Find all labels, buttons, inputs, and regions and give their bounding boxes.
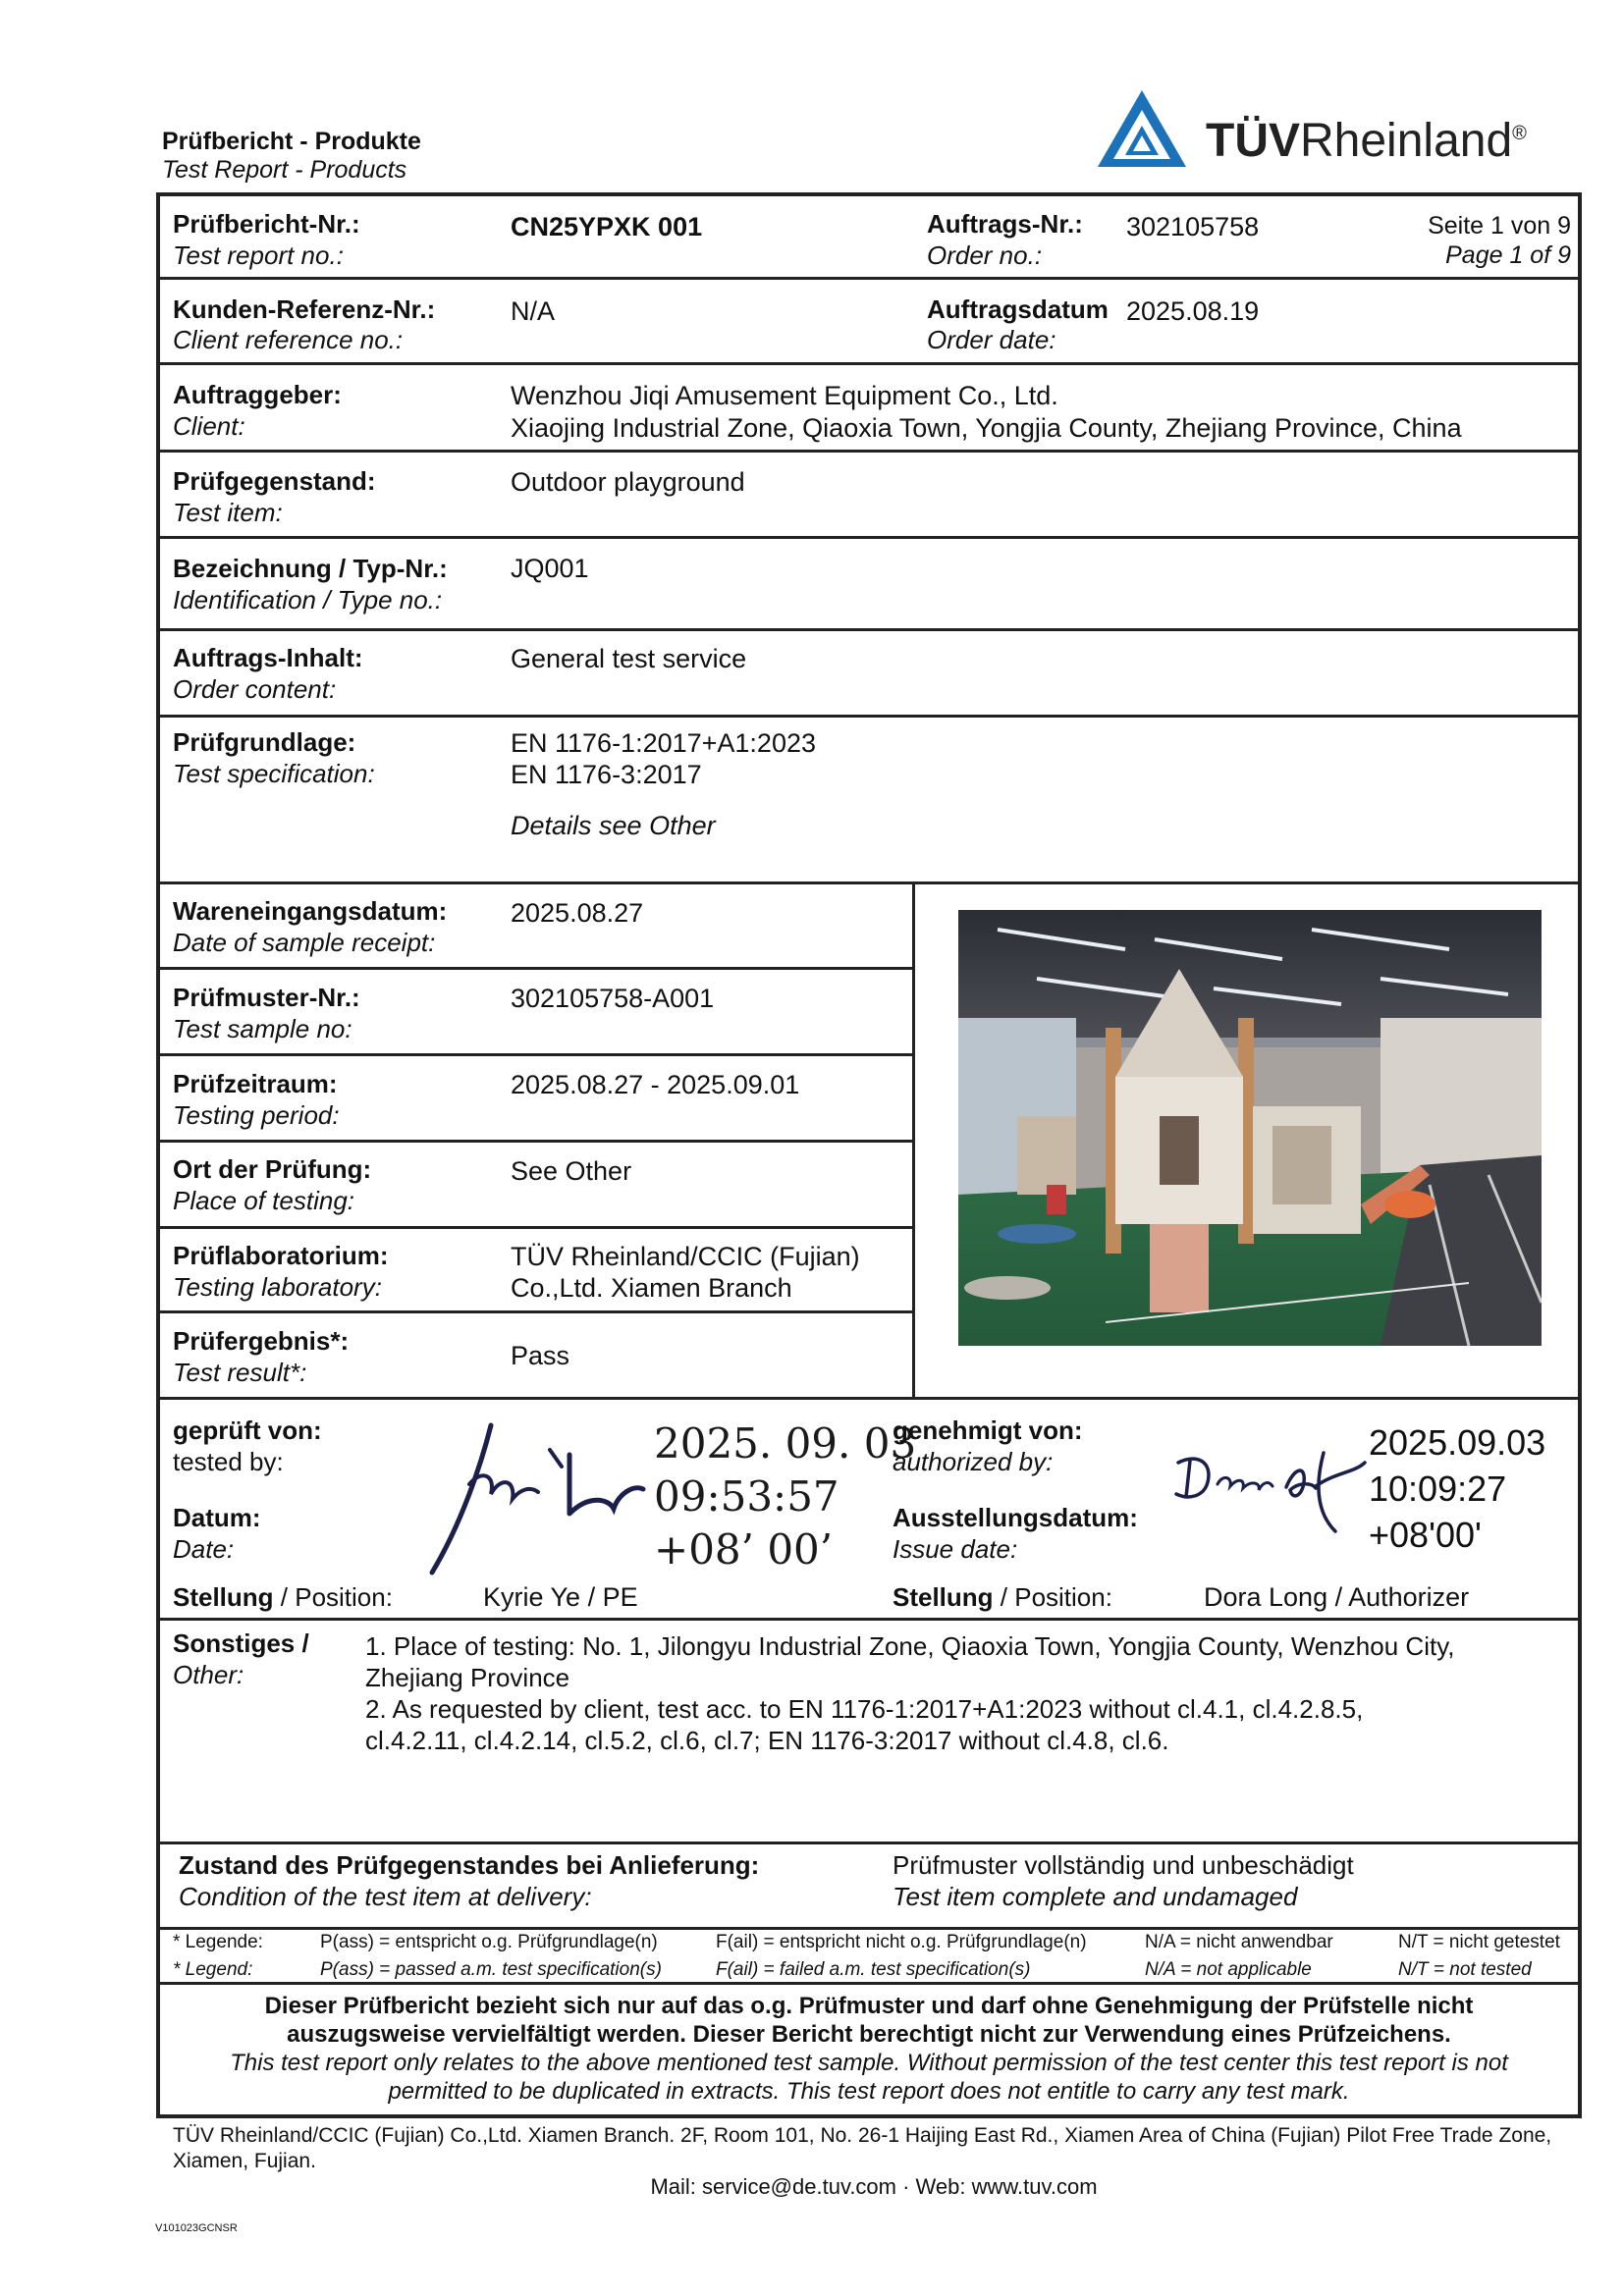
place-of-testing-label-en: Place of testing: — [173, 1186, 354, 1215]
authorizer-position-value: Dora Long / Authorizer — [1204, 1582, 1470, 1612]
identification-label-en: Identification / Type no.: — [173, 585, 443, 614]
divider — [158, 881, 1580, 884]
disclaimer-en-line2: permitted to be duplicated in extracts. This test report does not entitle to carry any test mark. — [388, 2078, 1350, 2105]
authorized-by-label-de: genehmigt von: — [893, 1415, 1083, 1445]
tested-by-label-de: geprüft von: — [173, 1415, 322, 1445]
test-item-label-de: Prüfgegenstand: — [173, 466, 376, 496]
authorizer-stamp-timezone: +08'00' — [1369, 1515, 1482, 1555]
test-result-label-de: Prüfergebnis*: — [173, 1326, 350, 1356]
divider — [158, 1226, 914, 1229]
place-of-testing-label-de: Ort der Prüfung: — [173, 1154, 372, 1184]
footer-address-line2: Xiamen, Fujian. — [173, 2150, 316, 2172]
authorized-by-label-en: authorized by: — [893, 1447, 1054, 1476]
report-no-value: CN25YPXK 001 — [511, 212, 703, 241]
logo-text-bold: TÜV — [1206, 115, 1300, 167]
client-ref-value: N/A — [511, 296, 556, 326]
form-code: V101023GCNSR — [155, 2222, 238, 2234]
order-content-label-de: Auftrags-Inhalt: — [173, 643, 363, 672]
legend-pass-de: P(ass) = entspricht o.g. Prüfgrundlage(n) — [320, 1932, 658, 1952]
legend-fail-en: F(ail) = failed a.m. test specification(s) — [716, 1959, 1031, 1980]
test-item-value: Outdoor playground — [511, 467, 745, 497]
order-no-label-de: Auftrags-Nr.: — [927, 209, 1083, 239]
logo-registered: ® — [1512, 123, 1527, 144]
tester-signature-icon — [422, 1415, 648, 1582]
legend-label-en: * Legend: — [173, 1959, 253, 1980]
test-spec-label-en: Test specification: — [173, 759, 375, 788]
authorizer-stamp-date: 2025.09.03 — [1369, 1422, 1546, 1463]
place-of-testing-value: See Other — [511, 1156, 632, 1186]
divider — [158, 1310, 914, 1313]
test-spec-note: Details see Other — [511, 811, 716, 840]
divider — [158, 967, 914, 970]
divider — [158, 1140, 914, 1143]
testing-period-label-en: Testing period: — [173, 1100, 340, 1130]
test-result-value: Pass — [511, 1341, 570, 1370]
other-label-en: Other: — [173, 1660, 244, 1689]
page-number-en: Page 1 of 9 — [1445, 241, 1571, 269]
divider — [158, 450, 1580, 453]
order-content-label-en: Order content: — [173, 674, 337, 704]
client-name: Wenzhou Jiqi Amusement Equipment Co., Ltd. — [511, 381, 1058, 410]
disclaimer-de-line1: Dieser Prüfbericht bezieht sich nur auf das o.g. Prüfmuster und darf ohne Genehmigung der Prüfstelle nicht — [264, 1993, 1474, 2019]
legend-nt-de: N/T = nicht getestet — [1398, 1932, 1560, 1952]
report-no-label-de: Prüfbericht-Nr.: — [173, 209, 360, 239]
report-no-label-en: Test report no.: — [173, 240, 344, 270]
report-title-de: Prüfbericht - Produkte — [162, 128, 421, 155]
authorizer-stamp-time: 10:09:27 — [1369, 1468, 1507, 1509]
disclaimer — [162, 1992, 1576, 2106]
test-spec-line1: EN 1176-1:2017+A1:2023 — [511, 728, 817, 758]
disclaimer-de-line2: auszugsweise vervielfältigt werden. Dieser Bericht berechtigt nicht zur Verwendung eines Prüfzeichens. — [287, 2021, 1451, 2048]
sample-no-label-en: Test sample no: — [173, 1014, 352, 1043]
authorizer-position-label — [893, 1581, 1112, 1613]
legend-pass-en: P(ass) = passed a.m. test specification(s) — [320, 1959, 662, 1980]
client-ref-label-de: Kunden-Referenz-Nr.: — [173, 294, 436, 324]
legend-fail-de: F(ail) = entspricht nicht o.g. Prüfgrundlage(n) — [716, 1932, 1087, 1952]
legend-nt-en: N/T = not tested — [1398, 1959, 1532, 1980]
sample-receipt-value: 2025.08.27 — [511, 898, 644, 928]
sample-receipt-label-en: Date of sample receipt: — [173, 928, 436, 957]
footer-address-line1: TÜV Rheinland/CCIC (Fujian) Co.,Ltd. Xiamen Branch. 2F, Room 101, No. 26-1 Haijing East Rd., Xiamen Area of China (Fujian) Pilot Free Trade Zone, — [173, 2124, 1552, 2147]
authorizer-signature-icon — [1168, 1443, 1375, 1541]
client-label-en: Client: — [173, 411, 245, 441]
identification-label-de: Bezeichnung / Typ-Nr.: — [173, 554, 448, 583]
tuv-logo-icon — [1094, 86, 1190, 171]
divider — [158, 715, 1580, 718]
order-date-label-en: Order date: — [927, 325, 1056, 354]
disclaimer-en-line1: This test report only relates to the above mentioned test sample. Without permission of the test center this test report is not — [230, 2050, 1508, 2076]
condition-value-de: Prüfmuster vollständig und unbeschädigt — [893, 1850, 1354, 1880]
sample-receipt-label-de: Wareneingangsdatum: — [173, 896, 448, 926]
client-address: Xiaojing Industrial Zone, Qiaoxia Town, Yongjia County, Zhejiang Province, China — [511, 413, 1462, 443]
client-ref-label-en: Client reference no.: — [173, 325, 404, 354]
other-label-de: Sonstiges / — [173, 1629, 309, 1658]
page-number-de: Seite 1 von 9 — [1428, 212, 1571, 240]
legend-label-de: * Legende: — [173, 1932, 263, 1952]
test-item-label-en: Test item: — [173, 498, 283, 527]
laboratory-line1: TÜV Rheinland/CCIC (Fujian) — [511, 1242, 860, 1271]
laboratory-label-de: Prüflaboratorium: — [173, 1241, 389, 1270]
tester-position-value: Kyrie Ye / PE — [483, 1582, 638, 1612]
other-line4: cl.4.2.11, cl.4.2.14, cl.5.2, cl.6, cl.7; EN 1176-3:2017 without cl.4.8, cl.6. — [365, 1726, 1169, 1755]
footer-contact: Mail: service@de.tuv.com · Web: www.tuv.com — [650, 2174, 1098, 2199]
test-date-label-de: Datum: — [173, 1503, 261, 1532]
test-item-photo — [958, 910, 1542, 1346]
tester-stamp-timezone: +08’ 00’ — [654, 1525, 834, 1574]
laboratory-label-en: Testing laboratory: — [173, 1272, 382, 1302]
divider — [158, 1397, 1580, 1400]
legend-na-en: N/A = not applicable — [1145, 1959, 1312, 1980]
order-no-label-en: Order no.: — [927, 240, 1043, 270]
tester-position-label — [173, 1581, 393, 1613]
divider — [158, 628, 1580, 631]
divider — [158, 362, 1580, 365]
divider — [158, 1842, 1580, 1844]
sample-no-value: 302105758-A001 — [511, 984, 715, 1013]
test-spec-label-de: Prüfgrundlage: — [173, 727, 356, 757]
tested-by-label-en: tested by: — [173, 1447, 284, 1476]
condition-value-en: Test item complete and undamaged — [893, 1882, 1298, 1911]
authorizer-position-label-de: Stellung — [893, 1582, 994, 1612]
order-no-value: 302105758 — [1126, 212, 1260, 241]
testing-period-label-de: Prüfzeitraum: — [173, 1069, 338, 1098]
issue-date-label-en: Issue date: — [893, 1534, 1018, 1564]
divider-vertical — [912, 883, 915, 1399]
divider — [158, 1618, 1580, 1621]
order-date-label-de: Auftragsdatum — [927, 294, 1109, 324]
other-line2: Zhejiang Province — [365, 1663, 570, 1692]
laboratory-line2: Co.,Ltd. Xiamen Branch — [511, 1273, 792, 1303]
condition-label-de: Zustand des Prüfgegenstandes bei Anlieferung: — [179, 1850, 760, 1880]
testing-period-value: 2025.08.27 - 2025.09.01 — [511, 1070, 800, 1099]
tester-stamp-time: 09:53:57 — [654, 1472, 839, 1521]
report-title-en: Test Report - Products — [162, 156, 407, 184]
order-content-value: General test service — [511, 644, 747, 673]
legend-na-de: N/A = nicht anwendbar — [1145, 1932, 1333, 1952]
other-line3: 2. As requested by client, test acc. to EN 1176-1:2017+A1:2023 without cl.4.1, cl.4.2.8.5, — [365, 1694, 1364, 1724]
order-date-value: 2025.08.19 — [1126, 296, 1260, 326]
tuv-logo-text — [1206, 106, 1527, 169]
divider — [158, 536, 1580, 539]
tester-position-label-en: / Position: — [273, 1582, 393, 1612]
tester-stamp-date: 2025. 09. 03 — [654, 1419, 917, 1468]
condition-label-en: Condition of the test item at delivery: — [179, 1882, 592, 1911]
other-line1: 1. Place of testing: No. 1, Jilongyu Industrial Zone, Qiaoxia Town, Yongjia County, Wenzhou City, — [365, 1631, 1455, 1661]
test-spec-line2: EN 1176-3:2017 — [511, 760, 702, 789]
divider — [158, 1053, 914, 1056]
identification-value: JQ001 — [511, 554, 589, 583]
authorizer-position-label-en: / Position: — [993, 1582, 1112, 1612]
sample-no-label-de: Prüfmuster-Nr.: — [173, 983, 360, 1012]
test-date-label-en: Date: — [173, 1534, 235, 1564]
logo-text-regular: Rheinland — [1300, 115, 1513, 167]
tester-position-label-de: Stellung — [173, 1582, 274, 1612]
test-result-label-en: Test result*: — [173, 1358, 307, 1387]
client-label-de: Auftraggeber: — [173, 380, 342, 409]
issue-date-label-de: Ausstellungsdatum: — [893, 1503, 1138, 1532]
divider — [158, 277, 1580, 280]
